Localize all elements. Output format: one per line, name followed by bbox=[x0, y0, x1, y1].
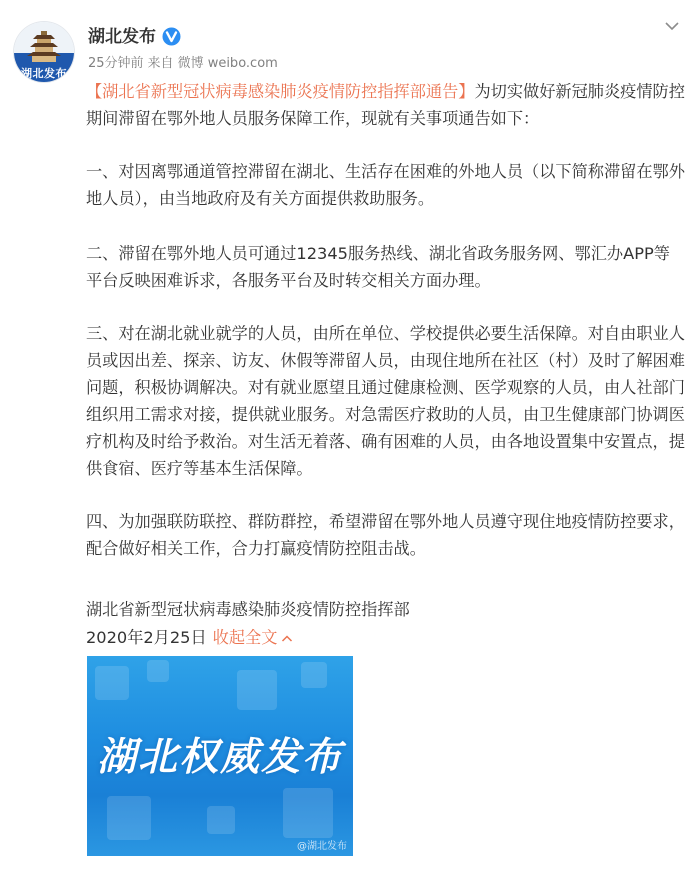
topic-tag[interactable]: 【湖北省新型冠状病毒感染肺炎疫情防控指挥部通告】 bbox=[86, 82, 475, 101]
image-title: 湖北权威发布 bbox=[96, 735, 343, 780]
paragraph-1: 一、对因离鄂通道管控滞留在湖北、生活存在困难的外地人员（以下简称滞留在鄂外地人员），由当地政府及有关方面提供救助服务。 bbox=[86, 162, 685, 208]
chevron-up-icon bbox=[281, 634, 293, 643]
user-name[interactable]: 湖北发布 bbox=[88, 27, 156, 47]
post-content bbox=[86, 78, 686, 562]
image-watermark: @湖北发布 bbox=[297, 841, 347, 852]
post-image[interactable] bbox=[87, 656, 353, 856]
paragraph-4: 四、为加强联防联控、群防群控，希望滞留在鄂外地人员遵守现住地疫情防控要求，配合做好相关工作，合力打赢疫情防控阻击战。 bbox=[86, 512, 685, 558]
intro-paragraph bbox=[86, 78, 686, 132]
signature: 湖北省新型冠状病毒感染肺炎疫情防控指挥部 bbox=[86, 600, 410, 619]
collapse-link[interactable] bbox=[213, 628, 294, 647]
collapse-label: 收起全文 bbox=[212, 628, 278, 647]
intro-text: 为切实做好新冠肺炎疫情防控期间滞留在鄂外地人员服务保障工作，现就有关事项通告如下： bbox=[86, 82, 685, 128]
avatar-label: 湖北发布 bbox=[21, 67, 67, 80]
avatar[interactable] bbox=[14, 22, 74, 82]
post-date: 2020年2月25日 bbox=[86, 628, 207, 647]
source-prefix: 来自 bbox=[147, 56, 174, 71]
paragraph-2: 二、滞留在鄂外地人员可通过12345服务热线、湖北省政务服务网、鄂汇办APP等平台反映困难诉求，各服务平台及时转交相关方面办理。 bbox=[86, 244, 670, 290]
post-source[interactable]: 微博 weibo.com bbox=[177, 56, 278, 71]
paragraph-3: 三、对在湖北就业就学的人员，由所在单位、学校提供必要生活保障。对自由职业人员或因出差、探亲、访友、休假等滞留人员，由现住地所在社区（村）及时了解困难问题，积极协调解决。对有就业愿望且通过健康检测、医学观察的人员，由人社部门组织用工需求对接，提供就业服务。对急需医疗救助的人员，由卫生健康部门协调医疗机构及时给予救治。对生活无着落、确有困难的人员，由各地设置集中安置点，提供食宿、医疗等基本生活保障。 bbox=[86, 324, 685, 478]
post-meta bbox=[88, 55, 282, 73]
verified-v-icon[interactable] bbox=[162, 27, 181, 46]
chevron-down-icon[interactable] bbox=[664, 20, 680, 32]
post-time[interactable]: 25分钟前 bbox=[88, 56, 144, 71]
date-row bbox=[86, 624, 293, 651]
yellow-crane-tower-icon bbox=[23, 30, 65, 64]
